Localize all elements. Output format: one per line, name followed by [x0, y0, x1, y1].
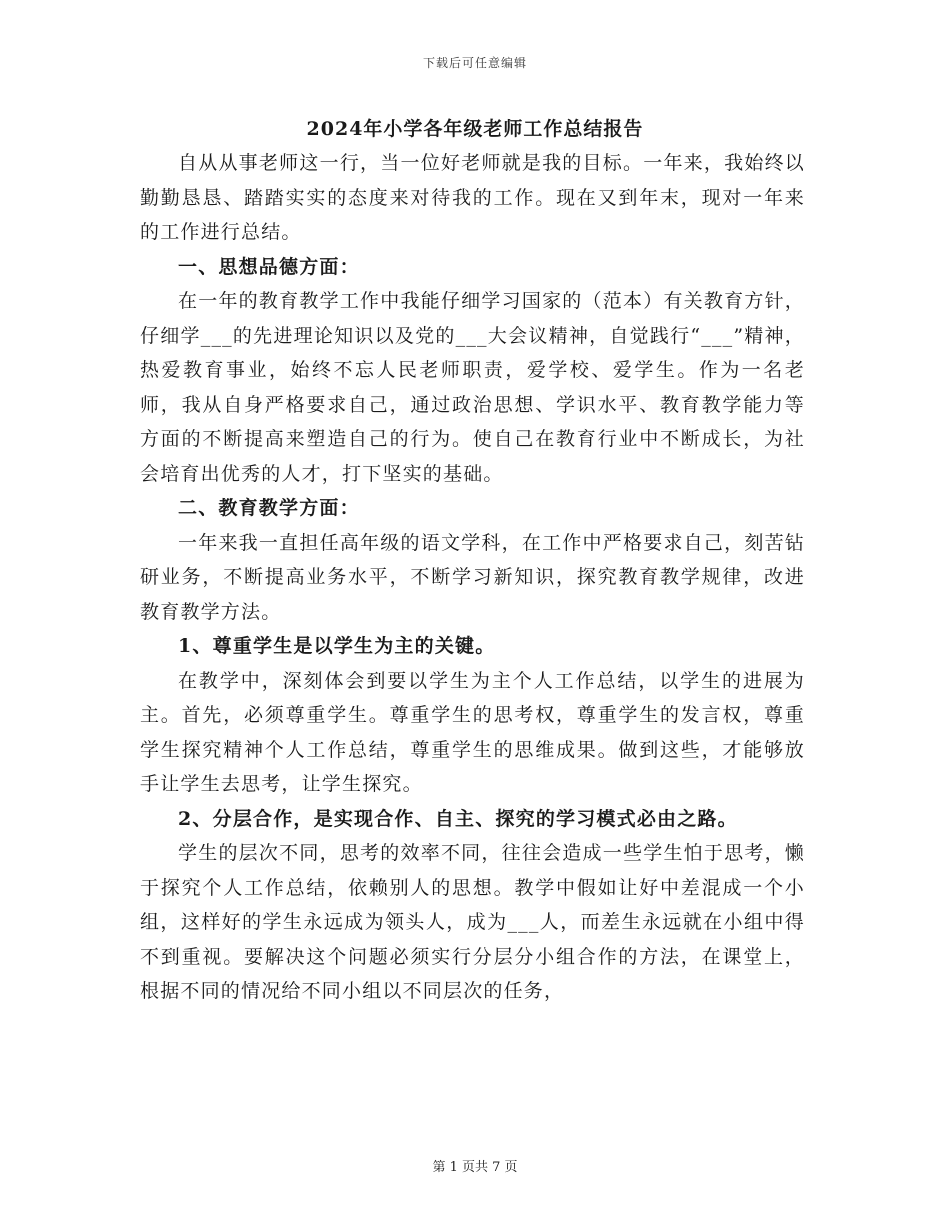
paragraph-intro: 自从从事老师这一行，当一位好老师就是我的目标。一年来，我始终以勤勤恳恳、踏踏实实的态度来对待我的工作。现在又到年末，现对一年来的工作进行总结。	[140, 152, 805, 243]
subheading-layered-cooperation: 2、分层合作，是实现合作、自主、探究的学习模式必由之路。	[178, 807, 738, 830]
document-title: 2024年小学各年级老师工作总结报告	[306, 118, 644, 140]
page-number: 第 1 页共 7 页	[432, 1160, 518, 1175]
paragraph-layered-cooperation: 学生的层次不同，思考的效率不同，往往会造成一些学生怕于思考，懒于探究个人工作总结，依赖别人的思想。教学中假如让好中差混成一个小组，这样好的学生永远成为领头人，成为___人，而差生永远就在小组中得不到重视。要解决这个问题必须实行分层分小组合作的方法，在课堂上，根据不同的情况给不同小组以不同层次的任务，	[140, 842, 805, 1002]
paragraph-teaching: 一年来我一直担任高年级的语文学科，在工作中严格要求自己，刻苦钻研业务，不断提高业务水平，不断学习新知识，探究教育教学规律，改进教育教学方法。	[140, 531, 805, 623]
paragraph-respect-students: 在教学中，深刻体会到要以学生为主个人工作总结，以学生的进展为主。首先，必须尊重学生。尊重学生的思考权，尊重学生的发言权，尊重学生探究精神个人工作总结，尊重学生的思维成果。做到这些，才能够放手让学生去思考，让学生探究。	[140, 669, 805, 795]
section-heading-teaching: 二、教育教学方面：	[178, 497, 360, 519]
header-note: 下载后可任意编辑	[422, 56, 527, 70]
subheading-respect-students: 1、尊重学生是以学生为主的关键。	[178, 635, 496, 657]
document-body	[140, 146, 805, 1009]
section-heading-ideology: 一、思想品德方面：	[178, 255, 360, 278]
paragraph-ideology: 在一年的教育教学工作中我能仔细学习国家的（范本）有关教育方针，仔细学___的先进理论知识以及党的___大会议精神，自觉践行“___”精神，热爱教育事业，始终不忘人民老师职责，爱学校、爱学生。作为一名老师，我从自身严格要求自己，通过政治思想、学识水平、教育教学能力等方面的不断提高来塑造自己的行为。使自己在教育行业中不断成长，为社会培育出优秀的人才，打下坚实的基础。	[140, 290, 805, 485]
